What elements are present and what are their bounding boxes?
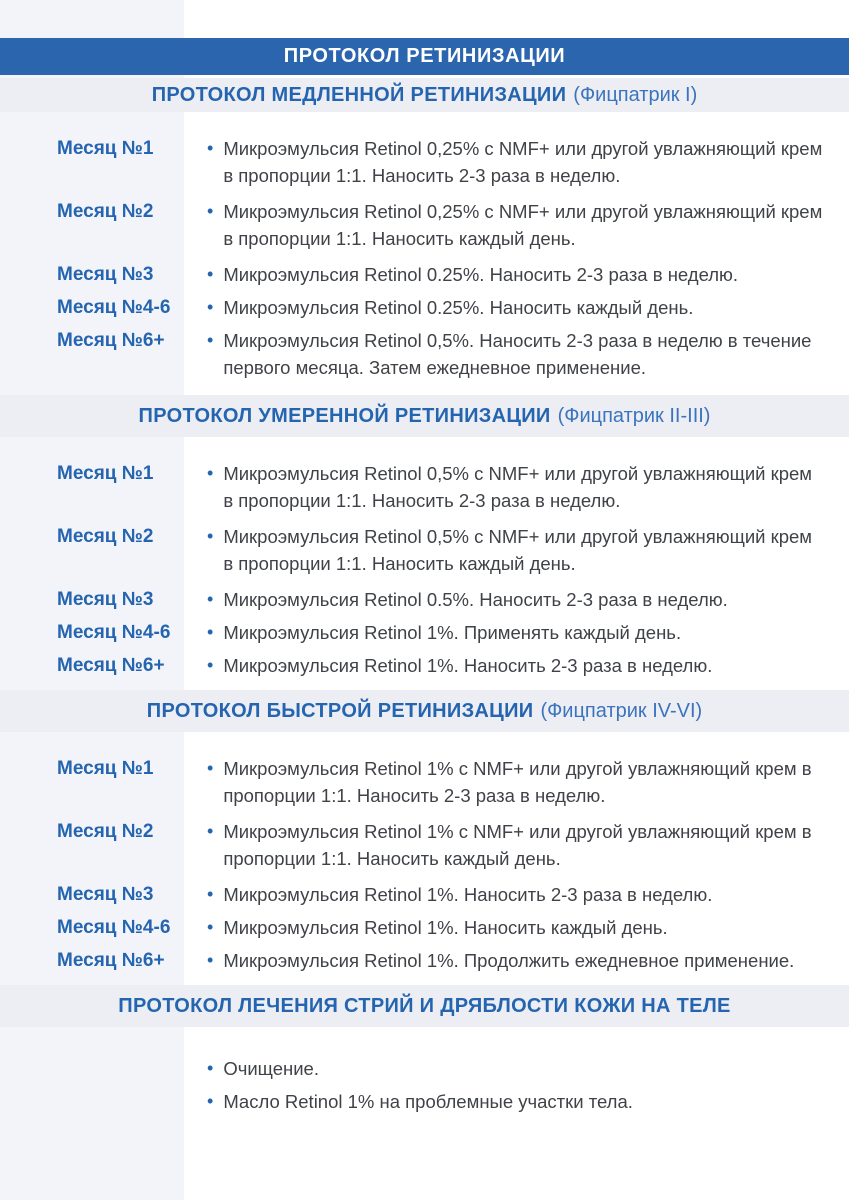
protocol-row-month-1	[0, 460, 849, 514]
protocol-row-month-3	[0, 881, 849, 908]
month-label: Месяц №6+	[57, 330, 165, 351]
section-header-fast-retinization	[0, 690, 849, 732]
protocol-row-month-3	[0, 261, 849, 288]
bullet-icon: •	[207, 297, 214, 317]
document-title-bar	[0, 38, 849, 75]
protocol-instruction: Очищение.	[223, 1058, 319, 1079]
protocol-row-month-2	[0, 818, 849, 872]
protocol-row-month-1	[0, 755, 849, 809]
section-header-stretch-marks-body	[0, 985, 849, 1027]
protocol-instruction: Микроэмульсия Retinol 0.25%. Наносить 2-3 раза в неделю.	[223, 264, 739, 285]
month-label: Месяц №3	[57, 589, 154, 610]
protocol-instruction: Микроэмульсия Retinol 0,5% с NMF+ или другой увлажняющий крем в пропорции 1:1. Наносить каждый день.	[223, 526, 813, 574]
protocol-instruction: Микроэмульсия Retinol 1%. Наносить каждый день.	[223, 917, 668, 938]
section-header-slow-retinization	[0, 78, 849, 112]
protocol-instruction: Микроэмульсия Retinol 1% с NMF+ или другой увлажняющий крем в пропорции 1:1. Наносить 2-3 раза в неделю.	[223, 758, 812, 806]
section-body-slow-retinization	[0, 112, 849, 395]
section-body-fast-retinization	[0, 732, 849, 985]
bullet-icon: •	[207, 950, 214, 970]
bullet-icon: •	[207, 330, 214, 350]
protocol-instruction: Микроэмульсия Retinol 0,5%. Наносить 2-3 раза в неделю в течение первого месяца. Затем ежедневное применение.	[223, 330, 812, 378]
bullet-icon: •	[207, 655, 214, 675]
protocol-instruction: Микроэмульсия Retinol 0.5%. Наносить 2-3 раза в неделю.	[223, 589, 728, 610]
section-body-moderate-retinization	[0, 437, 849, 690]
protocol-instruction: Масло Retinol 1% на проблемные участки тела.	[223, 1091, 633, 1112]
bullet-icon: •	[207, 622, 214, 642]
month-label: Месяц №4-6	[57, 297, 171, 318]
protocol-row-month-2	[0, 523, 849, 577]
section-body-stretch-marks-body	[0, 1027, 849, 1126]
month-label: Месяц №6+	[57, 655, 165, 676]
protocol-instruction: Микроэмульсия Retinol 0,25% с NMF+ или другой увлажняющий крем в пропорции 1:1. Наносить 2-3 раза в неделю.	[223, 138, 823, 186]
protocol-row-month-6plus	[0, 652, 849, 679]
section-title: ПРОТОКОЛ УМЕРЕННОЙ РЕТИНИЗАЦИИ	[138, 404, 551, 427]
protocol-instruction: Микроэмульсия Retinol 0,25% с NMF+ или другой увлажняющий крем в пропорции 1:1. Наносить каждый день.	[223, 201, 823, 249]
month-label: Месяц №6+	[57, 950, 165, 971]
bullet-icon: •	[207, 526, 214, 546]
protocol-row-month-6plus	[0, 947, 849, 974]
bullet-icon: •	[207, 1058, 214, 1078]
protocol-instruction: Микроэмульсия Retinol 0,5% с NMF+ или другой увлажняющий крем в пропорции 1:1. Наносить 2-3 раза в неделю.	[223, 463, 813, 511]
month-label: Месяц №4-6	[57, 622, 171, 643]
bullet-icon: •	[207, 264, 214, 284]
bullet-icon: •	[207, 884, 214, 904]
protocol-row-month-1	[0, 135, 849, 189]
protocol-row-month-3	[0, 586, 849, 613]
month-label: Месяц №1	[57, 463, 154, 484]
protocol-instruction: Микроэмульсия Retinol 1%. Продолжить ежедневное применение.	[223, 950, 795, 971]
month-label: Месяц №3	[57, 264, 154, 285]
section-header-moderate-retinization	[0, 395, 849, 437]
document-title: ПРОТОКОЛ РЕТИНИЗАЦИИ	[283, 45, 566, 67]
bullet-icon: •	[207, 758, 214, 778]
bullet-icon: •	[207, 821, 214, 841]
section-subtitle-fitzpatrick: (Фицпатрик I)	[573, 83, 698, 106]
bullet-icon: •	[207, 1091, 214, 1111]
section-title: ПРОТОКОЛ МЕДЛЕННОЙ РЕТИНИЗАЦИИ	[151, 83, 567, 106]
month-label: Месяц №2	[57, 526, 154, 547]
month-label: Месяц №1	[57, 758, 154, 779]
bullet-icon: •	[207, 201, 214, 221]
section-subtitle-fitzpatrick: (Фицпатрик IV-VI)	[540, 699, 703, 722]
protocol-row-cleansing	[0, 1055, 849, 1082]
protocol-instruction: Микроэмульсия Retinol 1% с NMF+ или другой увлажняющий крем в пропорции 1:1. Наносить каждый день.	[223, 821, 812, 869]
month-label: Месяц №4-6	[57, 917, 171, 938]
protocol-row-month-4-6	[0, 294, 849, 321]
bullet-icon: •	[207, 917, 214, 937]
protocol-row-month-4-6	[0, 914, 849, 941]
month-label: Месяц №3	[57, 884, 154, 905]
section-title: ПРОТОКОЛ БЫСТРОЙ РЕТИНИЗАЦИИ	[146, 699, 534, 722]
month-label: Месяц №1	[57, 138, 154, 159]
protocol-row-month-2	[0, 198, 849, 252]
month-label: Месяц №2	[57, 821, 154, 842]
section-subtitle-fitzpatrick: (Фицпатрик II-III)	[557, 404, 711, 427]
protocol-instruction: Микроэмульсия Retinol 1%. Наносить 2-3 раза в неделю.	[223, 655, 713, 676]
bullet-icon: •	[207, 138, 214, 158]
protocol-row-month-4-6	[0, 619, 849, 646]
month-label: Месяц №2	[57, 201, 154, 222]
protocol-instruction: Микроэмульсия Retinol 1%. Применять каждый день.	[223, 622, 682, 643]
bullet-icon: •	[207, 589, 214, 609]
protocol-instruction: Микроэмульсия Retinol 1%. Наносить 2-3 раза в неделю.	[223, 884, 713, 905]
bullet-icon: •	[207, 463, 214, 483]
top-spacer	[0, 0, 849, 38]
protocol-row-retinol-oil	[0, 1088, 849, 1115]
section-title: ПРОТОКОЛ ЛЕЧЕНИЯ СТРИЙ И ДРЯБЛОСТИ КОЖИ НА ТЕЛЕ	[118, 994, 731, 1017]
protocol-row-month-6plus	[0, 327, 849, 381]
protocol-instruction: Микроэмульсия Retinol 0.25%. Наносить каждый день.	[223, 297, 694, 318]
